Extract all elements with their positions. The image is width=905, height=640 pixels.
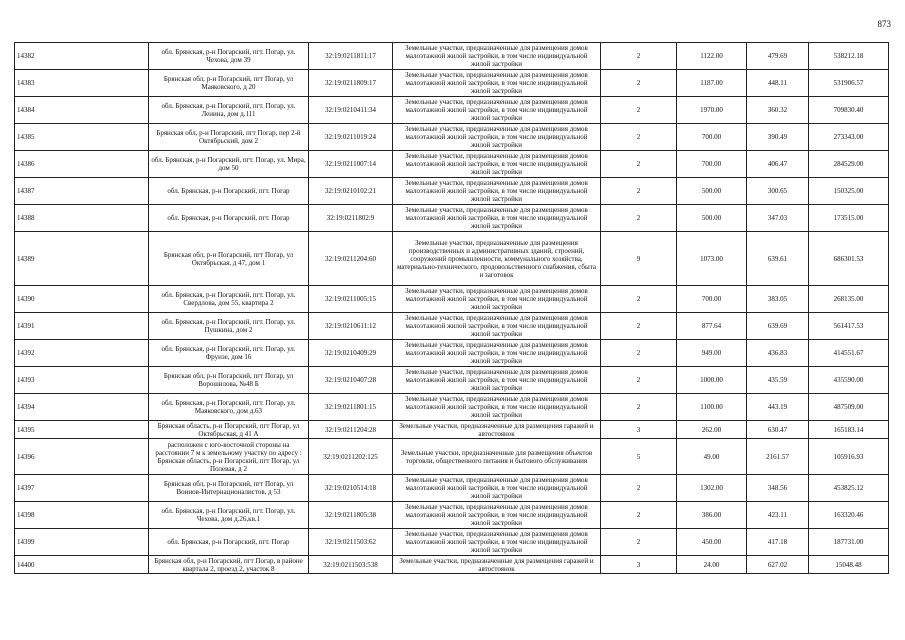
row-id: 14387 xyxy=(15,178,149,205)
cadastral-value-cell: 561417.53 xyxy=(809,313,889,340)
area-cell: 500.00 xyxy=(677,178,747,205)
cadastral-value-cell: 531906.57 xyxy=(809,70,889,97)
address-cell: обл. Брянская, р-н Погарский, пгт. Погар, ул. Свердлова, дом 55, квартира 2 xyxy=(149,286,309,313)
table-row xyxy=(15,313,889,340)
page-number: 873 xyxy=(877,19,891,29)
specific-value-cell: 417.18 xyxy=(747,529,809,556)
row-id: 14396 xyxy=(15,439,149,475)
area-cell: 1073.00 xyxy=(677,232,747,286)
area-cell: 386.00 xyxy=(677,502,747,529)
cadastral-number-cell: 32:19:0210409:29 xyxy=(309,340,393,367)
cadastral-value-cell: 453825.12 xyxy=(809,475,889,502)
cadastral-value-cell: 284529.00 xyxy=(809,151,889,178)
table-row xyxy=(15,367,889,394)
address-cell: обл. Брянская, р-н Погарский, пгт. Погар, ул. Мира, дом 50 xyxy=(149,151,309,178)
row-id: 14398 xyxy=(15,502,149,529)
table-row xyxy=(15,529,889,556)
specific-value-cell: 627.02 xyxy=(747,556,809,574)
specific-value-cell: 443.19 xyxy=(747,394,809,421)
address-cell: Брянская обл, р-н Погарский, пгт Погар, в районе квартала 2, проезд 2, участок 8 xyxy=(149,556,309,574)
specific-value-cell: 630.47 xyxy=(747,421,809,439)
land-use-cell: Земельные участки, предназначенные для размещения домов малоэтажной жилой застройки, в том числе индивидуальной жилой застройки xyxy=(393,205,601,232)
land-use-cell: Земельные участки, предназначенные для размещения домов малоэтажной жилой застройки, в том числе индивидуальной жилой застройки xyxy=(393,367,601,394)
cadastral-number-cell: 32:19:0211019:24 xyxy=(309,124,393,151)
group-cell: 2 xyxy=(601,124,677,151)
land-use-cell: Земельные участки, предназначенные для размещения домов малоэтажной жилой застройки, в том числе индивидуальной жилой застройки xyxy=(393,475,601,502)
specific-value-cell: 406.47 xyxy=(747,151,809,178)
cadastral-value-cell: 686301.53 xyxy=(809,232,889,286)
address-cell: обл. Брянская, р-н Погарский, пгт. Погар xyxy=(149,178,309,205)
cadastral-number-cell: 32:19:0211503:62 xyxy=(309,529,393,556)
table-body xyxy=(15,43,889,574)
address-cell: Брянская область, р-н Погарский, пгт Погар, ул Октябрьская, д 41 А xyxy=(149,421,309,439)
row-id: 14384 xyxy=(15,97,149,124)
row-id: 14395 xyxy=(15,421,149,439)
table-row xyxy=(15,205,889,232)
address-cell: Брянская обл, р-н Погарский, пгт Погар, пер 2-й Октябрьский, дом 2 xyxy=(149,124,309,151)
land-use-cell: Земельные участки, предназначенные для размещения домов малоэтажной жилой застройки, в том числе индивидуальной жилой застройки xyxy=(393,70,601,97)
address-cell: обл. Брянская, р-н Погарский, пгт. Погар xyxy=(149,529,309,556)
table-row xyxy=(15,232,889,286)
group-cell: 2 xyxy=(601,340,677,367)
cadastral-value-cell: 414551.67 xyxy=(809,340,889,367)
row-id: 14383 xyxy=(15,70,149,97)
area-cell: 500.00 xyxy=(677,205,747,232)
specific-value-cell: 435.59 xyxy=(747,367,809,394)
cadastral-value-cell: 538212.18 xyxy=(809,43,889,70)
area-cell: 700.00 xyxy=(677,151,747,178)
address-cell: Брянская обл, р-н Погарский, пгт Погар, ул Октябрьская, д 47, дом 1 xyxy=(149,232,309,286)
address-cell: обл. Брянская, р-н Погарский, пгт. Погар, ул. Чехова, дом 39 xyxy=(149,43,309,70)
cadastral-value-cell: 187731.00 xyxy=(809,529,889,556)
area-cell: 450.00 xyxy=(677,529,747,556)
land-use-cell: Земельные участки, предназначенные для размещения гаражей и автостоянок xyxy=(393,421,601,439)
specific-value-cell: 423.11 xyxy=(747,502,809,529)
area-cell: 49.00 xyxy=(677,439,747,475)
row-id: 14391 xyxy=(15,313,149,340)
land-use-cell: Земельные участки, предназначенные для размещения производственных и административных зданий, строений, сооружений промышленности, коммунального хозяйства, материально-технического, продовольственного снабжения, сбыта и заготовок xyxy=(393,232,601,286)
cadastral-value-cell: 435590.00 xyxy=(809,367,889,394)
specific-value-cell: 448.11 xyxy=(747,70,809,97)
row-id: 14389 xyxy=(15,232,149,286)
area-cell: 1100.00 xyxy=(677,394,747,421)
specific-value-cell: 347.03 xyxy=(747,205,809,232)
specific-value-cell: 639.69 xyxy=(747,313,809,340)
address-cell: обл. Брянская, р-н Погарский, пгт. Погар, ул. Ленина, дом д.111 xyxy=(149,97,309,124)
land-use-cell: Земельные участки, предназначенные для размещения объектов торговли, общественного питания и бытового обслуживания xyxy=(393,439,601,475)
address-cell: Брянская обл, р-н Погарский, пгт Погар, ул Воинов-Интернационалистов, д 53 xyxy=(149,475,309,502)
area-cell: 1122.00 xyxy=(677,43,747,70)
specific-value-cell: 436.83 xyxy=(747,340,809,367)
area-cell: 262.00 xyxy=(677,421,747,439)
group-cell: 2 xyxy=(601,43,677,70)
cadastral-value-cell: 487509.00 xyxy=(809,394,889,421)
cadastral-value-cell: 15048.48 xyxy=(809,556,889,574)
table-row xyxy=(15,124,889,151)
area-cell: 1187.00 xyxy=(677,70,747,97)
row-id: 14382 xyxy=(15,43,149,70)
area-cell: 1000.00 xyxy=(677,367,747,394)
specific-value-cell: 360.32 xyxy=(747,97,809,124)
row-id: 14386 xyxy=(15,151,149,178)
cadastral-value-table xyxy=(14,42,889,574)
group-cell: 2 xyxy=(601,286,677,313)
cadastral-value-cell: 709830.40 xyxy=(809,97,889,124)
area-cell: 949.00 xyxy=(677,340,747,367)
land-use-cell: Земельные участки, предназначенные для размещения домов малоэтажной жилой застройки, в том числе индивидуальной жилой застройки xyxy=(393,151,601,178)
cadastral-number-cell: 32:19:0211805:38 xyxy=(309,502,393,529)
group-cell: 2 xyxy=(601,178,677,205)
group-cell: 2 xyxy=(601,70,677,97)
cadastral-number-cell: 32:19:0210407:28 xyxy=(309,367,393,394)
land-use-cell: Земельные участки, предназначенные для размещения домов малоэтажной жилой застройки, в том числе индивидуальной жилой застройки xyxy=(393,340,601,367)
group-cell: 2 xyxy=(601,475,677,502)
cadastral-number-cell: 32:19:0210611:12 xyxy=(309,313,393,340)
area-cell: 700.00 xyxy=(677,124,747,151)
cadastral-number-cell: 32:19:0211202:125 xyxy=(309,439,393,475)
group-cell: 3 xyxy=(601,421,677,439)
row-id: 14394 xyxy=(15,394,149,421)
table-row xyxy=(15,151,889,178)
area-cell: 1970.00 xyxy=(677,97,747,124)
row-id: 14397 xyxy=(15,475,149,502)
group-cell: 2 xyxy=(601,367,677,394)
land-use-cell: Земельные участки, предназначенные для размещения домов малоэтажной жилой застройки, в том числе индивидуальной жилой застройки xyxy=(393,178,601,205)
area-cell: 700.00 xyxy=(677,286,747,313)
address-cell: обл. Брянская, р-н Погарский, пгт. Погар xyxy=(149,205,309,232)
address-cell: Брянская обл, р-н Погарский, пгт Погар, ул Ворошилова, №48 Б xyxy=(149,367,309,394)
cadastral-value-cell: 150325.00 xyxy=(809,178,889,205)
cadastral-value-cell: 165183.14 xyxy=(809,421,889,439)
area-cell: 24.00 xyxy=(677,556,747,574)
table-row xyxy=(15,70,889,97)
cadastral-value-cell: 268135.00 xyxy=(809,286,889,313)
area-cell: 877.64 xyxy=(677,313,747,340)
cadastral-number-cell: 32:19:0210411:34 xyxy=(309,97,393,124)
group-cell: 2 xyxy=(601,97,677,124)
cadastral-value-cell: 173515.00 xyxy=(809,205,889,232)
cadastral-number-cell: 32:19:0211204:28 xyxy=(309,421,393,439)
table-row xyxy=(15,439,889,475)
area-cell: 1302.00 xyxy=(677,475,747,502)
cadastral-number-cell: 32:19:0210514:18 xyxy=(309,475,393,502)
specific-value-cell: 383.05 xyxy=(747,286,809,313)
group-cell: 2 xyxy=(601,313,677,340)
land-use-cell: Земельные участки, предназначенные для размещения домов малоэтажной жилой застройки, в том числе индивидуальной жилой застройки xyxy=(393,394,601,421)
cadastral-number-cell: 32:19:0211809:17 xyxy=(309,70,393,97)
table-row xyxy=(15,394,889,421)
cadastral-number-cell: 32:19:0211802:9 xyxy=(309,205,393,232)
cadastral-number-cell: 32:19:0211005:15 xyxy=(309,286,393,313)
specific-value-cell: 639.61 xyxy=(747,232,809,286)
table-row xyxy=(15,421,889,439)
land-use-cell: Земельные участки, предназначенные для размещения гаражей и автостоянок xyxy=(393,556,601,574)
group-cell: 9 xyxy=(601,232,677,286)
land-use-cell: Земельные участки, предназначенные для размещения домов малоэтажной жилой застройки, в том числе индивидуальной жилой застройки xyxy=(393,97,601,124)
address-cell: расположен с юго-восточной стороны на расстоянии 7 м к земельному участку по адресу : Брянская область, р-н Погарский, пгт Погар, ул Полевая, д 2 xyxy=(149,439,309,475)
group-cell: 2 xyxy=(601,529,677,556)
address-cell: обл. Брянская, р-н Погарский, пгт. Погар, ул. Фрунзе, дом 16 xyxy=(149,340,309,367)
group-cell: 3 xyxy=(601,556,677,574)
cadastral-number-cell: 32:19:0211811:17 xyxy=(309,43,393,70)
specific-value-cell: 479.69 xyxy=(747,43,809,70)
cadastral-number-cell: 32:19:0211204:60 xyxy=(309,232,393,286)
land-use-cell: Земельные участки, предназначенные для размещения домов малоэтажной жилой застройки, в том числе индивидуальной жилой застройки xyxy=(393,313,601,340)
cadastral-value-cell: 105916.93 xyxy=(809,439,889,475)
group-cell: 5 xyxy=(601,439,677,475)
group-cell: 2 xyxy=(601,394,677,421)
cadastral-value-cell: 273343.00 xyxy=(809,124,889,151)
table-row xyxy=(15,97,889,124)
specific-value-cell: 2161.57 xyxy=(747,439,809,475)
group-cell: 2 xyxy=(601,502,677,529)
table-row xyxy=(15,475,889,502)
address-cell: Брянская обл, р-н Погарский, пгт Погар, ул Маяковского, д 20 xyxy=(149,70,309,97)
cadastral-number-cell: 32:19:0211007:14 xyxy=(309,151,393,178)
address-cell: обл. Брянская, р-н Погарский, пгт. Погар, ул. Маяковского, дом д.63 xyxy=(149,394,309,421)
address-cell: обл. Брянская, р-н Погарский, пгт. Погар, ул. Чехова, дом д.26,кв.1 xyxy=(149,502,309,529)
cadastral-number-cell: 32:19:0210102:21 xyxy=(309,178,393,205)
cadastral-value-cell: 163320.46 xyxy=(809,502,889,529)
specific-value-cell: 348.56 xyxy=(747,475,809,502)
land-use-cell: Земельные участки, предназначенные для размещения домов малоэтажной жилой застройки, в том числе индивидуальной жилой застройки xyxy=(393,502,601,529)
row-id: 14400 xyxy=(15,556,149,574)
table-row xyxy=(15,178,889,205)
row-id: 14388 xyxy=(15,205,149,232)
address-cell: обл. Брянская, р-н Погарский, пгт. Погар, ул. Пушкина, дом 2 xyxy=(149,313,309,340)
table-row xyxy=(15,340,889,367)
land-use-cell: Земельные участки, предназначенные для размещения домов малоэтажной жилой застройки, в том числе индивидуальной жилой застройки xyxy=(393,43,601,70)
land-use-cell: Земельные участки, предназначенные для размещения домов малоэтажной жилой застройки, в том числе индивидуальной жилой застройки xyxy=(393,286,601,313)
cadastral-number-cell: 32:19:0211801:15 xyxy=(309,394,393,421)
table-row xyxy=(15,556,889,574)
row-id: 14390 xyxy=(15,286,149,313)
land-use-cell: Земельные участки, предназначенные для размещения домов малоэтажной жилой застройки, в том числе индивидуальной жилой застройки xyxy=(393,124,601,151)
cadastral-number-cell: 32:19:0211503:538 xyxy=(309,556,393,574)
row-id: 14385 xyxy=(15,124,149,151)
row-id: 14393 xyxy=(15,367,149,394)
row-id: 14392 xyxy=(15,340,149,367)
group-cell: 2 xyxy=(601,205,677,232)
table-row xyxy=(15,43,889,70)
land-use-cell: Земельные участки, предназначенные для размещения домов малоэтажной жилой застройки, в том числе индивидуальной жилой застройки xyxy=(393,529,601,556)
specific-value-cell: 390.49 xyxy=(747,124,809,151)
group-cell: 2 xyxy=(601,151,677,178)
specific-value-cell: 300.65 xyxy=(747,178,809,205)
row-id: 14399 xyxy=(15,529,149,556)
table-row xyxy=(15,286,889,313)
table-row xyxy=(15,502,889,529)
